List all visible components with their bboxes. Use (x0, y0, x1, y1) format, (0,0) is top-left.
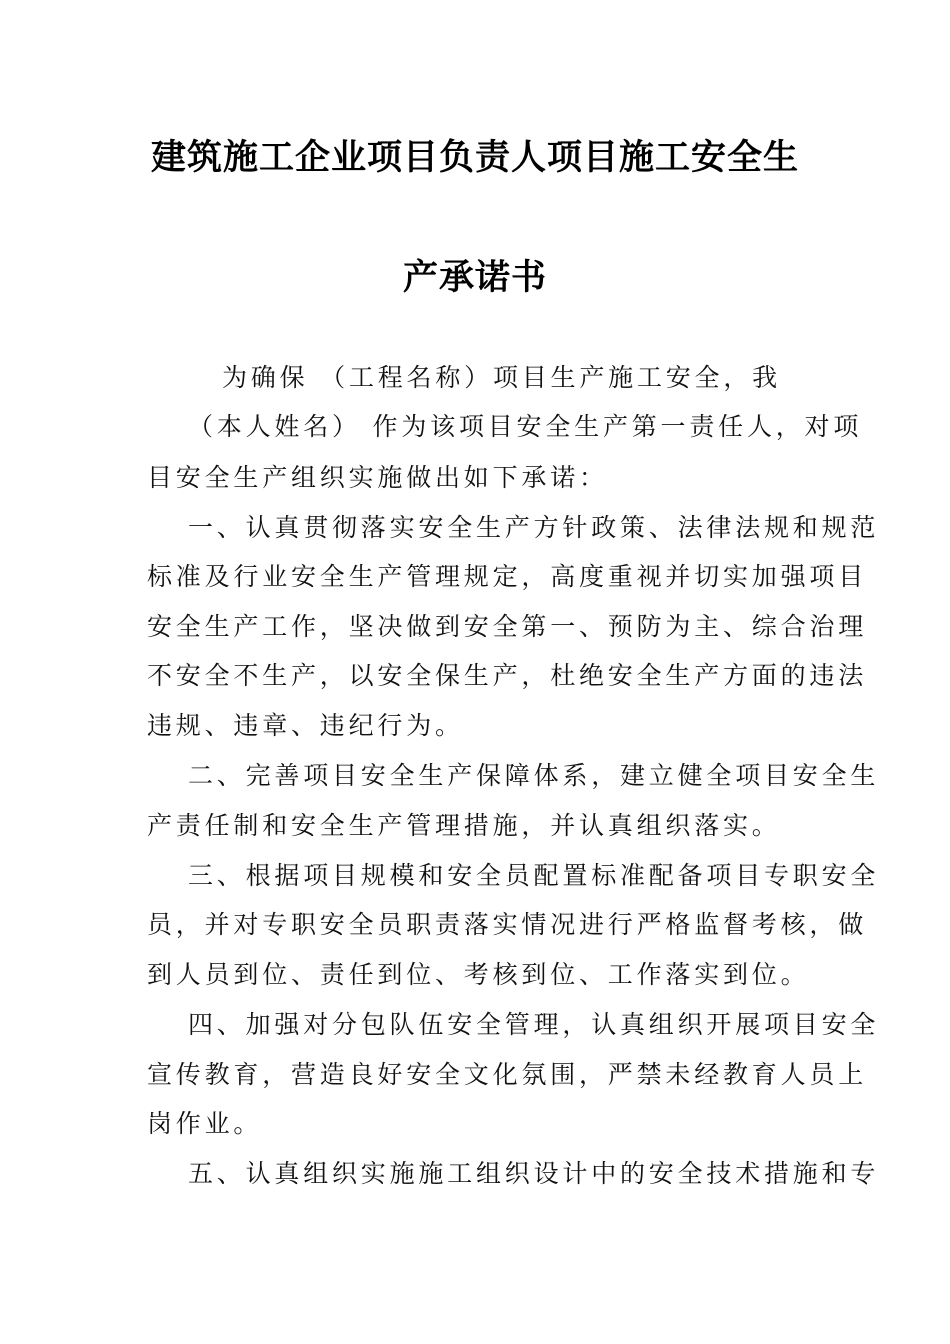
body-line: （本人姓名） 作为该项目安全生产第一责任人，对项 (188, 412, 863, 441)
body-line: 二、完善项目安全生产保障体系，建立健全项目安全生 (188, 761, 880, 790)
body-line: 目安全生产组织实施做出如下承诺： (147, 463, 608, 492)
body-line: 到人员到位、责任到位、考核到位、工作落实到位。 (147, 960, 810, 989)
body-line: 违规、违章、违纪行为。 (147, 711, 464, 740)
body-line: 安全生产工作，坚决做到安全第一、预防为主、综合治理 (147, 612, 868, 641)
document-title-line-2: 产承诺书 (402, 258, 547, 298)
body-line: 三、根据项目规模和安全员配置标准配备项目专职安全 (188, 861, 880, 890)
body-line: 员，并对专职安全员职责落实情况进行严格监督考核，做 (147, 910, 868, 939)
body-line: 宣传教育，营造良好安全文化氛围，严禁未经教育人员上 (147, 1060, 868, 1089)
body-line: 标准及行业安全生产管理规定，高度重视并切实加强项目 (147, 562, 868, 591)
body-line: 五、认真组织实施施工组织设计中的安全技术措施和专 (188, 1159, 880, 1188)
body-line: 不安全不生产，以安全保生产，杜绝安全生产方面的违法 (147, 661, 868, 690)
body-line: 一、认真贯彻落实安全生产方针政策、法律法规和规范 (188, 513, 880, 542)
body-line: 四、加强对分包队伍安全管理，认真组织开展项目安全 (188, 1010, 880, 1039)
body-line: 岗作业。 (147, 1109, 263, 1138)
body-line: 产责任制和安全生产管理措施，并认真组织落实。 (147, 811, 781, 840)
body-line: 为确保 （工程名称）项目生产施工安全，我 (222, 363, 781, 392)
document-title-line-1: 建筑施工企业项目负责人项目施工安全生 (150, 138, 799, 178)
